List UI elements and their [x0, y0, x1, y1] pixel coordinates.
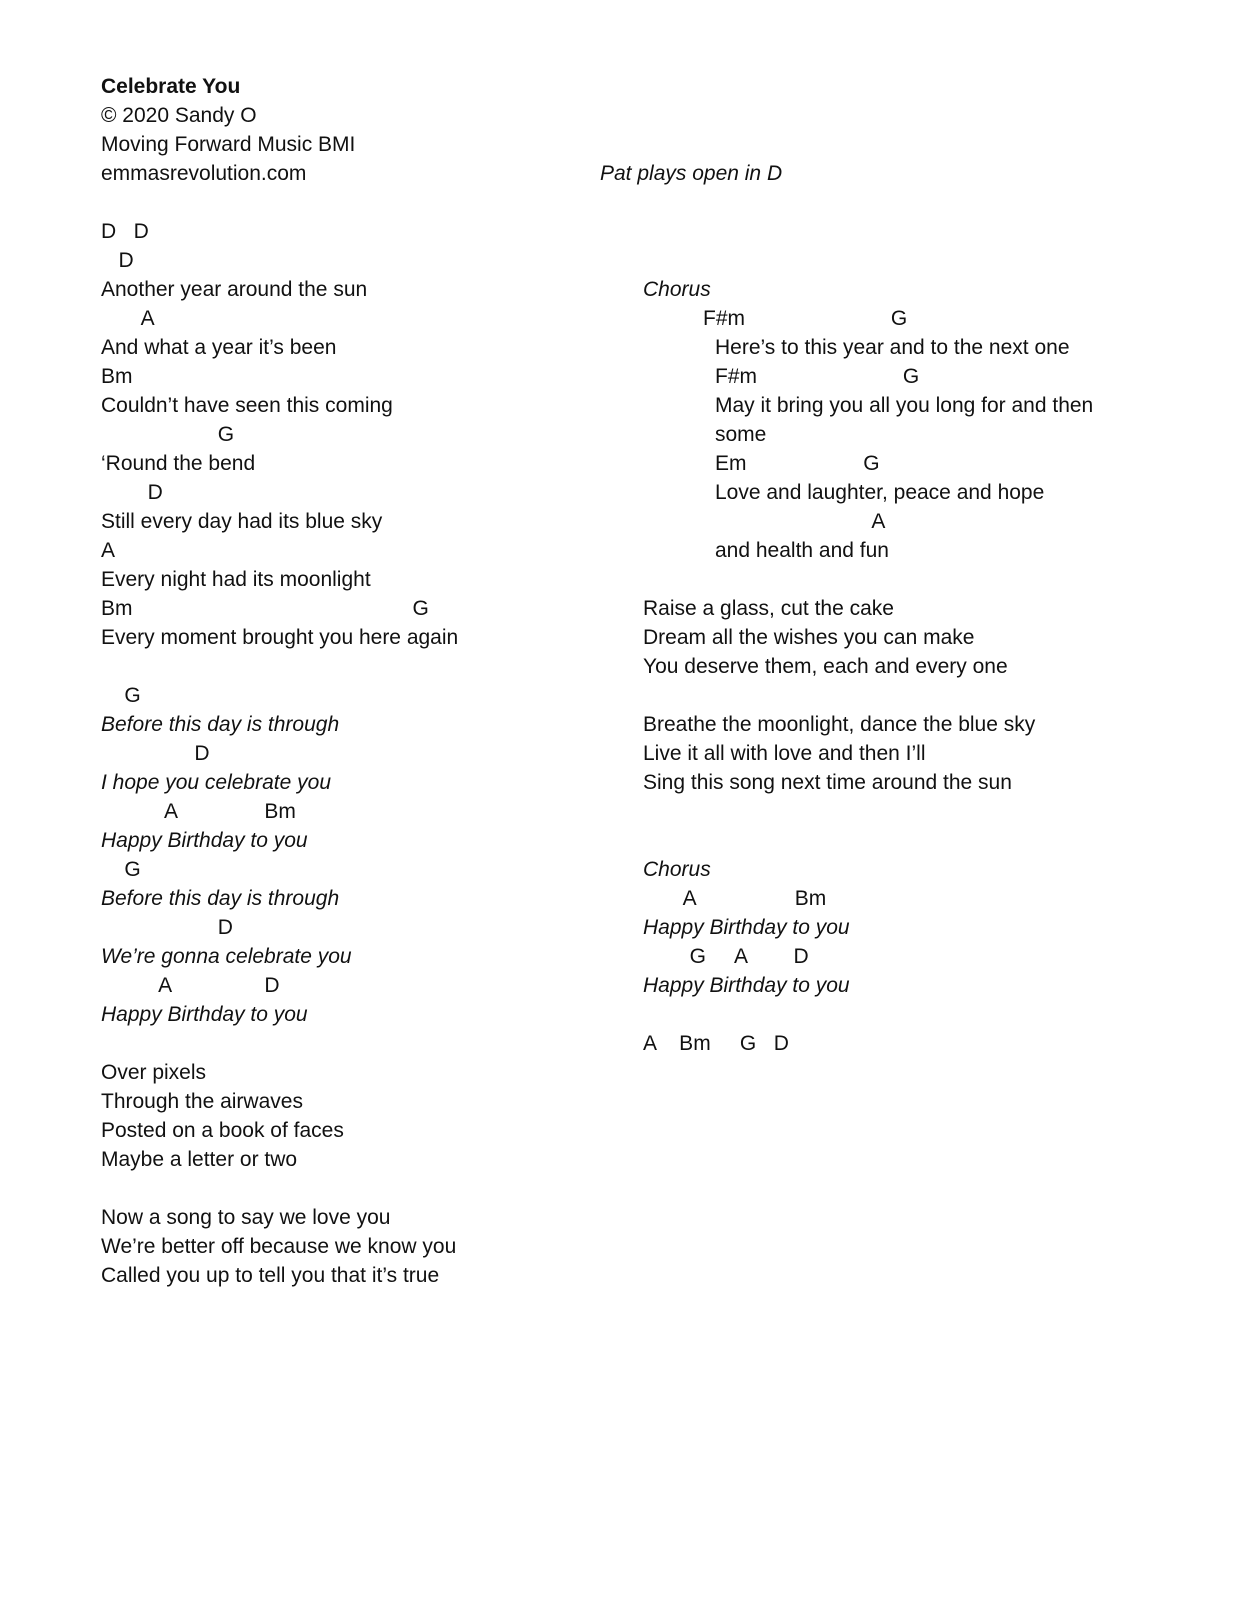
chorus-lyric-line: I hope you celebrate you: [101, 771, 331, 794]
lyric-line: Live it all with love and then I’ll: [643, 742, 926, 765]
chord-line: D: [101, 916, 233, 939]
chord-line: D: [101, 249, 134, 272]
chord-line: Em G: [715, 452, 880, 475]
lyric-line: You deserve them, each and every one: [643, 655, 1008, 678]
website-line: emmasrevolution.com: [101, 162, 307, 185]
copyright-line: © 2020 Sandy O: [101, 104, 257, 127]
lyric-line: Couldn’t have seen this coming: [101, 394, 393, 417]
chord-line: D D: [101, 220, 149, 243]
chorus-lyric-line: Chorus: [643, 858, 711, 881]
lyric-line: Maybe a letter or two: [101, 1148, 298, 1171]
lyric-line: Every night had its moonlight: [101, 568, 371, 591]
lyric-line: We’re better off because we know you: [101, 1235, 457, 1258]
chorus-lyric-line: Happy Birthday to you: [643, 916, 850, 939]
lyric-line: Sing this song next time around the sun: [643, 771, 1012, 794]
chord-line: Bm G: [101, 597, 429, 620]
chord-line: A: [101, 539, 116, 562]
lyric-line: Love and laughter, peace and hope: [715, 481, 1045, 504]
lyric-line: Called you up to tell you that it’s true: [101, 1264, 440, 1287]
chord-line: A: [101, 307, 155, 330]
chord-line: G: [101, 858, 141, 881]
chorus-lyric-line: Happy Birthday to you: [101, 829, 308, 852]
lyric-line: Still every day had its blue sky: [101, 510, 383, 533]
chorus-lyric-line: Chorus: [643, 278, 711, 301]
lyric-line: Every moment brought you here again: [101, 626, 459, 649]
chord-line: G A D: [643, 945, 809, 968]
chord-line: G: [101, 423, 235, 446]
chord-line: A Bm: [101, 800, 296, 823]
chord-line: F#m G: [715, 365, 920, 388]
performance-note: Pat plays open in D: [600, 162, 783, 185]
chorus-lyric-line: Before this day is through: [101, 713, 340, 736]
chord-line: A D: [101, 974, 280, 997]
lyric-line: Over pixels: [101, 1061, 207, 1084]
lyric-line: and health and fun: [715, 539, 889, 562]
lyric-line: And what a year it’s been: [101, 336, 337, 359]
chord-line: A Bm: [643, 887, 827, 910]
chorus-lyric-line: Before this day is through: [101, 887, 340, 910]
chord-line: D: [101, 481, 163, 504]
chord-line: A Bm G D: [643, 1032, 789, 1055]
chord-line: F#m G: [703, 307, 908, 330]
lyric-line: Breathe the moonlight, dance the blue sky: [643, 713, 1036, 736]
chord-line: Bm: [101, 365, 133, 388]
lyric-line: Through the airwaves: [101, 1090, 303, 1113]
lyric-line: ‘Round the bend: [101, 452, 256, 475]
chord-line: D: [101, 742, 210, 765]
lyric-line: Dream all the wishes you can make: [643, 626, 975, 649]
chorus-lyric-line: We’re gonna celebrate you: [101, 945, 352, 968]
lyric-line: Now a song to say we love you: [101, 1206, 391, 1229]
chord-line: G: [101, 684, 141, 707]
lyric-line: some: [715, 423, 767, 446]
lyric-line: Posted on a book of faces: [101, 1119, 344, 1142]
lyric-line: Raise a glass, cut the cake: [643, 597, 894, 620]
song-title: Celebrate You: [101, 75, 241, 98]
chorus-lyric-line: Happy Birthday to you: [101, 1003, 308, 1026]
lyric-line: Another year around the sun: [101, 278, 368, 301]
lyric-line: May it bring you all you long for and then: [715, 394, 1094, 417]
lyric-line: Here’s to this year and to the next one: [715, 336, 1070, 359]
publisher-line: Moving Forward Music BMI: [101, 133, 356, 156]
chord-line: A: [715, 510, 886, 533]
chorus-lyric-line: Happy Birthday to you: [643, 974, 850, 997]
